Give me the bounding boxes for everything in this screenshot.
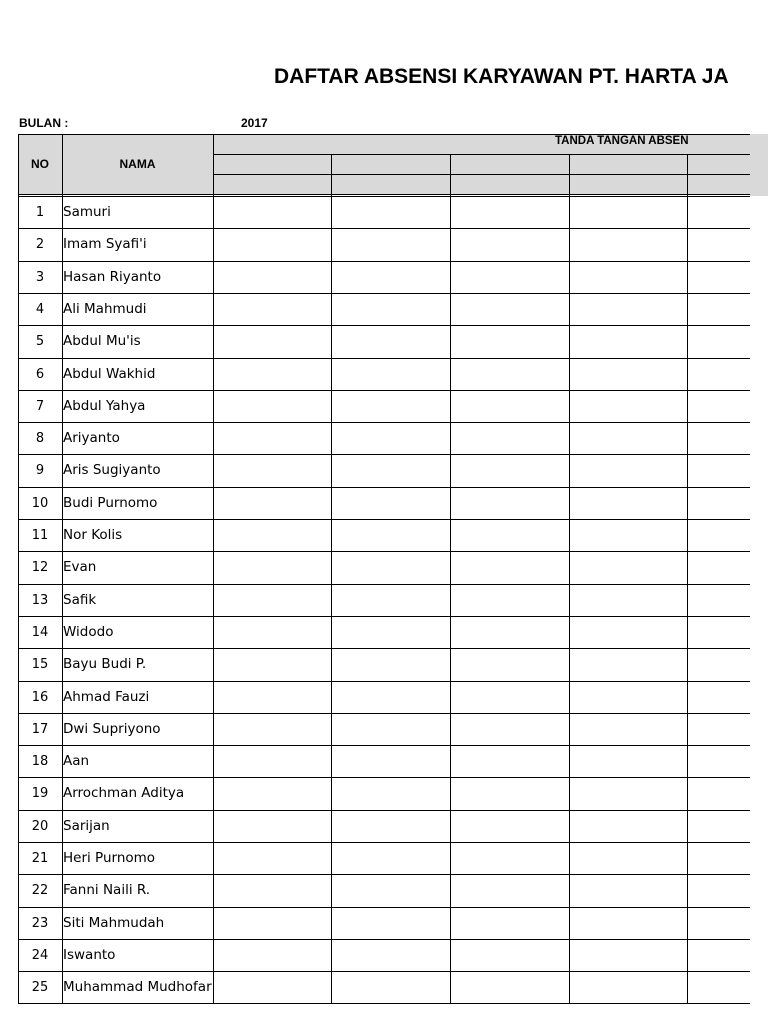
table-row <box>18 551 750 583</box>
signature-cell[interactable] <box>331 907 450 939</box>
signature-cell[interactable] <box>213 422 331 454</box>
signature-cell[interactable] <box>687 681 750 713</box>
header-subdivider-2 <box>213 174 750 175</box>
row-number: 14 <box>31 624 49 640</box>
row-number: 2 <box>35 236 45 252</box>
employee-name: Bayu Budi P. <box>63 656 147 672</box>
signature-cell[interactable] <box>213 584 331 616</box>
signature-cell[interactable] <box>331 454 450 486</box>
signature-cell[interactable] <box>213 228 331 260</box>
employee-name: Siti Mahmudah <box>63 915 165 931</box>
signature-cell[interactable] <box>331 971 450 1003</box>
signature-cell[interactable] <box>331 842 450 874</box>
signature-cell[interactable] <box>331 261 450 293</box>
table-row <box>18 777 750 809</box>
signature-cell[interactable] <box>450 810 569 842</box>
header-subdivider-1 <box>213 154 750 155</box>
row-number: 24 <box>31 947 49 963</box>
signature-cell[interactable] <box>569 907 687 939</box>
header-vline <box>687 154 688 196</box>
signature-cell[interactable] <box>569 842 687 874</box>
signature-cell[interactable] <box>687 454 750 486</box>
signature-cell[interactable] <box>450 422 569 454</box>
header-top-border <box>18 134 750 135</box>
employee-name: Ariyanto <box>63 430 120 446</box>
signature-cell[interactable] <box>687 228 750 260</box>
signature-cell[interactable] <box>569 196 687 228</box>
header-vline <box>569 154 570 196</box>
signature-cell[interactable] <box>569 681 687 713</box>
signature-cell[interactable] <box>213 358 331 390</box>
signature-cell[interactable] <box>213 681 331 713</box>
signature-cell[interactable] <box>687 907 750 939</box>
signature-cell[interactable] <box>213 261 331 293</box>
signature-cell[interactable] <box>687 358 750 390</box>
row-number: 7 <box>35 398 45 414</box>
row-number: 19 <box>31 785 49 801</box>
row-number: 25 <box>31 979 49 995</box>
signature-cell[interactable] <box>687 616 750 648</box>
signature-cell[interactable] <box>450 907 569 939</box>
signature-cell[interactable] <box>569 358 687 390</box>
signature-cell[interactable] <box>569 745 687 777</box>
table-row <box>18 939 750 971</box>
employee-name: Abdul Wakhid <box>63 366 156 382</box>
signature-cell[interactable] <box>331 681 450 713</box>
signature-cell[interactable] <box>450 648 569 680</box>
signature-cell[interactable] <box>213 454 331 486</box>
signature-cell[interactable] <box>450 681 569 713</box>
signature-cell[interactable] <box>450 390 569 422</box>
signature-cell[interactable] <box>569 390 687 422</box>
signature-cell[interactable] <box>213 616 331 648</box>
row-number: 16 <box>31 689 49 705</box>
signature-cell[interactable] <box>331 390 450 422</box>
employee-name: Samuri <box>63 204 111 220</box>
signature-cell[interactable] <box>331 874 450 906</box>
table-row <box>18 196 750 228</box>
row-number: 21 <box>31 850 49 866</box>
signature-cell[interactable] <box>687 874 750 906</box>
signature-cell[interactable] <box>687 293 750 325</box>
employee-name: Abdul Yahya <box>63 398 146 414</box>
employee-name: Widodo <box>63 624 114 640</box>
employee-name: Heri Purnomo <box>63 850 156 866</box>
header-overflow-fill <box>750 134 768 196</box>
signature-cell[interactable] <box>569 228 687 260</box>
signature-cell[interactable] <box>450 616 569 648</box>
signature-cell[interactable] <box>213 325 331 357</box>
signature-cell[interactable] <box>687 745 750 777</box>
row-number: 10 <box>31 495 49 511</box>
signature-cell[interactable] <box>331 422 450 454</box>
signature-cell[interactable] <box>687 777 750 809</box>
table-row <box>18 293 750 325</box>
row-number: 5 <box>35 333 45 349</box>
row-number: 17 <box>31 721 49 737</box>
employee-name: Imam Syafi'i <box>63 236 147 252</box>
signature-cell[interactable] <box>331 358 450 390</box>
header-vline <box>450 154 451 196</box>
signature-cell[interactable] <box>450 584 569 616</box>
table-row <box>18 325 750 357</box>
table-row <box>18 971 750 1003</box>
header-vline <box>213 134 214 196</box>
header-tanda-tangan: TANDA TANGAN ABSEN <box>555 135 689 147</box>
employee-name: Ali Mahmudi <box>63 301 147 317</box>
signature-cell[interactable] <box>331 939 450 971</box>
signature-cell[interactable] <box>450 745 569 777</box>
signature-cell[interactable] <box>569 261 687 293</box>
signature-cell[interactable] <box>687 261 750 293</box>
signature-cell[interactable] <box>331 745 450 777</box>
signature-cell[interactable] <box>450 874 569 906</box>
signature-cell[interactable] <box>450 519 569 551</box>
employee-name: Nor Kolis <box>63 527 123 543</box>
row-number: 3 <box>35 269 45 285</box>
employee-name: Budi Purnomo <box>63 495 158 511</box>
signature-cell[interactable] <box>450 842 569 874</box>
signature-cell[interactable] <box>450 551 569 583</box>
employee-name: Muhammad Mudhofar <box>63 979 212 995</box>
table-row <box>18 907 750 939</box>
signature-cell[interactable] <box>687 390 750 422</box>
table-row <box>18 422 750 454</box>
row-number: 18 <box>31 753 49 769</box>
table-row <box>18 358 750 390</box>
signature-cell[interactable] <box>687 971 750 1003</box>
row-number: 15 <box>31 656 49 672</box>
table-row <box>18 842 750 874</box>
signature-cell[interactable] <box>569 519 687 551</box>
signature-cell[interactable] <box>331 648 450 680</box>
header-vline <box>18 134 19 196</box>
signature-cell[interactable] <box>687 713 750 745</box>
signature-cell[interactable] <box>687 519 750 551</box>
signature-cell[interactable] <box>331 487 450 519</box>
table-row <box>18 261 750 293</box>
signature-cell[interactable] <box>569 422 687 454</box>
row-number: 20 <box>31 818 49 834</box>
row-number: 13 <box>31 592 49 608</box>
signature-cell[interactable] <box>213 713 331 745</box>
row-number: 23 <box>31 915 49 931</box>
table-row <box>18 228 750 260</box>
row-number: 22 <box>31 882 49 898</box>
table-row <box>18 616 750 648</box>
signature-cell[interactable] <box>331 228 450 260</box>
signature-cell[interactable] <box>450 971 569 1003</box>
table-row <box>18 519 750 551</box>
table-row <box>18 648 750 680</box>
signature-cell[interactable] <box>569 777 687 809</box>
employee-name: Fanni Naili R. <box>63 882 151 898</box>
row-divider <box>18 1003 750 1004</box>
row-number: 12 <box>31 559 49 575</box>
table-row <box>18 713 750 745</box>
signature-cell[interactable] <box>331 293 450 325</box>
signature-cell[interactable] <box>569 584 687 616</box>
signature-cell[interactable] <box>213 487 331 519</box>
signature-cell[interactable] <box>687 939 750 971</box>
signature-cell[interactable] <box>687 842 750 874</box>
employee-name: Evan <box>63 559 97 575</box>
signature-cell[interactable] <box>213 519 331 551</box>
signature-cell[interactable] <box>687 584 750 616</box>
row-number: 1 <box>35 204 45 220</box>
signature-cell[interactable] <box>213 745 331 777</box>
employee-name: Aris Sugiyanto <box>63 462 161 478</box>
signature-cell[interactable] <box>213 777 331 809</box>
header-vline <box>62 134 63 196</box>
signature-cell[interactable] <box>450 261 569 293</box>
signature-cell[interactable] <box>687 422 750 454</box>
signature-cell[interactable] <box>213 648 331 680</box>
signature-cell[interactable] <box>569 293 687 325</box>
signature-cell[interactable] <box>450 713 569 745</box>
signature-cell[interactable] <box>331 584 450 616</box>
row-number: 11 <box>31 527 49 543</box>
signature-cell[interactable] <box>213 971 331 1003</box>
signature-cell[interactable] <box>213 874 331 906</box>
employee-name: Arrochman Aditya <box>63 785 185 801</box>
signature-cell[interactable] <box>687 196 750 228</box>
employee-name: Safik <box>63 592 97 608</box>
table-row <box>18 810 750 842</box>
table-row <box>18 487 750 519</box>
signature-cell[interactable] <box>213 939 331 971</box>
signature-cell[interactable] <box>569 487 687 519</box>
table-row <box>18 390 750 422</box>
row-number: 8 <box>35 430 45 446</box>
signature-cell[interactable] <box>569 971 687 1003</box>
signature-cell[interactable] <box>687 325 750 357</box>
employee-name: Hasan Riyanto <box>63 269 162 285</box>
bulan-label: BULAN : <box>19 116 69 130</box>
signature-cell[interactable] <box>569 325 687 357</box>
signature-cell[interactable] <box>213 842 331 874</box>
signature-cell[interactable] <box>331 519 450 551</box>
header-nama: NAMA <box>119 157 156 171</box>
table-row <box>18 454 750 486</box>
table-row <box>18 874 750 906</box>
signature-cell[interactable] <box>569 874 687 906</box>
header-vline <box>331 154 332 196</box>
header-bottom-border <box>18 194 750 195</box>
employee-name: Ahmad Fauzi <box>63 689 150 705</box>
header-no: NO <box>31 157 49 171</box>
signature-cell[interactable] <box>450 228 569 260</box>
signature-cell[interactable] <box>687 487 750 519</box>
signature-cell[interactable] <box>331 196 450 228</box>
signature-cell[interactable] <box>450 325 569 357</box>
signature-cell[interactable] <box>331 325 450 357</box>
year-value: 2017 <box>241 116 268 130</box>
signature-cell[interactable] <box>213 551 331 583</box>
signature-cell[interactable] <box>450 196 569 228</box>
table-row <box>18 681 750 713</box>
row-number: 9 <box>35 462 45 478</box>
signature-cell[interactable] <box>213 390 331 422</box>
table-row <box>18 584 750 616</box>
employee-name: Abdul Mu'is <box>63 333 141 349</box>
signature-cell[interactable] <box>450 358 569 390</box>
signature-cell[interactable] <box>213 293 331 325</box>
signature-cell[interactable] <box>687 551 750 583</box>
signature-cell[interactable] <box>450 293 569 325</box>
signature-cell[interactable] <box>213 810 331 842</box>
signature-cell[interactable] <box>569 454 687 486</box>
signature-cell[interactable] <box>331 616 450 648</box>
row-number: 4 <box>35 301 45 317</box>
signature-cell[interactable] <box>569 648 687 680</box>
signature-cell[interactable] <box>331 551 450 583</box>
employee-name: Sarijan <box>63 818 110 834</box>
employee-name: Iswanto <box>63 947 116 963</box>
signature-cell[interactable] <box>213 907 331 939</box>
employee-name: Aan <box>63 753 90 769</box>
signature-cell[interactable] <box>569 810 687 842</box>
signature-cell[interactable] <box>450 777 569 809</box>
employee-name: Dwi Supriyono <box>63 721 161 737</box>
signature-cell[interactable] <box>331 810 450 842</box>
signature-cell[interactable] <box>331 713 450 745</box>
signature-cell[interactable] <box>331 777 450 809</box>
signature-cell[interactable] <box>569 713 687 745</box>
signature-cell[interactable] <box>450 487 569 519</box>
row-number: 6 <box>35 366 45 382</box>
document-title: DAFTAR ABSENSI KARYAWAN PT. HARTA JA <box>274 65 729 88</box>
signature-cell[interactable] <box>569 551 687 583</box>
signature-cell[interactable] <box>450 454 569 486</box>
signature-cell[interactable] <box>213 196 331 228</box>
signature-cell[interactable] <box>687 810 750 842</box>
signature-cell[interactable] <box>569 616 687 648</box>
signature-cell[interactable] <box>450 939 569 971</box>
table-row <box>18 745 750 777</box>
signature-cell[interactable] <box>569 939 687 971</box>
signature-cell[interactable] <box>687 648 750 680</box>
